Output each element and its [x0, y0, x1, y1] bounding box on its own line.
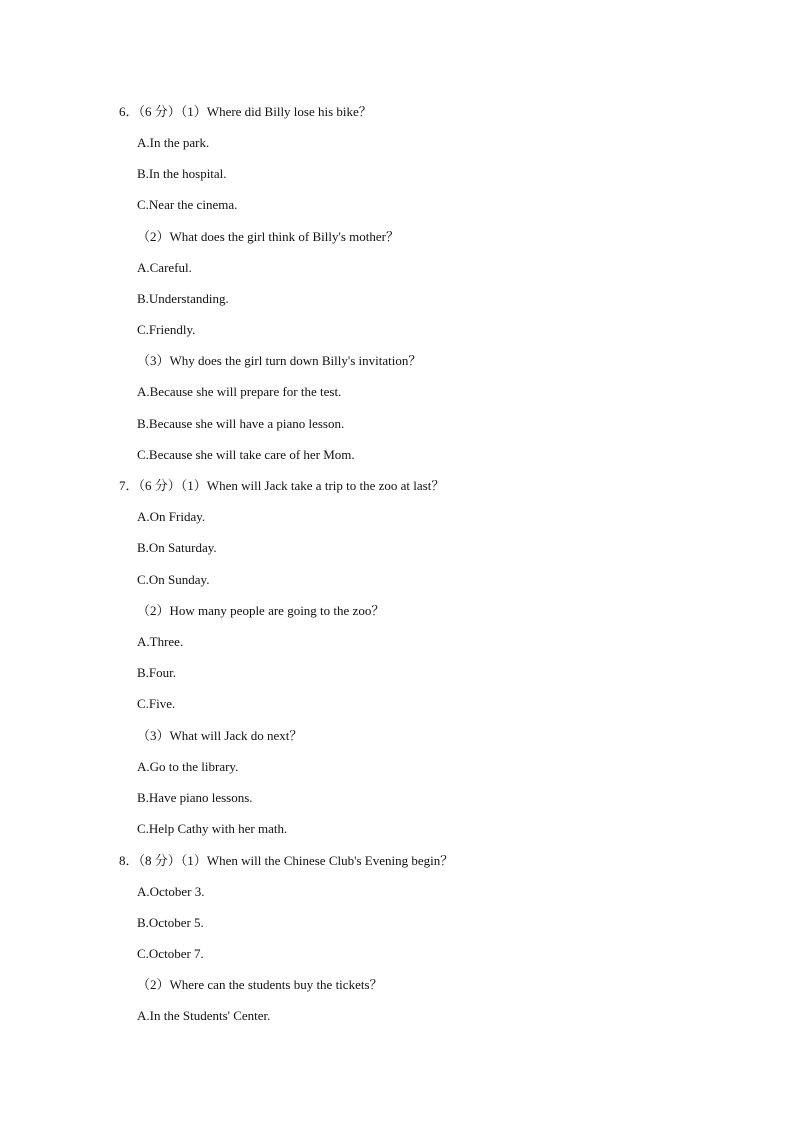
question-text: When will Jack take a trip to the zoo at last？: [206, 478, 445, 493]
part-label: （2）: [137, 977, 170, 992]
question-score: （6 分）: [138, 478, 181, 493]
sub-question: [137, 727, 302, 745]
question-score: （8 分）: [138, 853, 181, 868]
answer-option: A.On Friday.: [137, 509, 206, 524]
answer-option: C.Five.: [137, 696, 176, 711]
answer-option: B.On Saturday.: [137, 540, 217, 555]
answer-option: B.In the hospital.: [137, 166, 227, 181]
question-8-header: [119, 852, 453, 870]
question-number: 8．: [119, 853, 139, 868]
answer-option: A.In the park.: [137, 135, 210, 150]
sub-question: [137, 352, 421, 370]
answer-option: B.Have piano lessons.: [137, 790, 253, 805]
sub-question: [137, 602, 384, 620]
answer-option: C.Help Cathy with her math.: [137, 821, 288, 836]
answer-option: A.Three.: [137, 634, 184, 649]
question-text: Where did Billy lose his bike？: [206, 104, 372, 119]
question-number: 7．: [119, 478, 139, 493]
question-text: When will the Chinese Club's Evening begin？: [206, 853, 454, 868]
question-score: （6 分）: [138, 104, 181, 119]
part-label: （3）: [137, 353, 170, 368]
sub-question: [137, 228, 399, 246]
question-text: What will Jack do next？: [169, 728, 303, 743]
answer-option: A.In the Students' Center.: [137, 1008, 271, 1023]
answer-option: B.Because she will have a piano lesson.: [137, 416, 345, 431]
answer-option: A.October 3.: [137, 884, 205, 899]
question-6-header: [119, 103, 372, 121]
part-label: （1）: [180, 104, 207, 119]
question-text: Why does the girl turn down Billy's invitation？: [169, 353, 422, 368]
question-text: Where can the students buy the tickets？: [169, 977, 383, 992]
question-text: How many people are going to the zoo？: [169, 603, 385, 618]
answer-option: C.On Sunday.: [137, 572, 210, 587]
answer-option: C.October 7.: [137, 946, 204, 961]
answer-option: A.Go to the library.: [137, 759, 239, 774]
part-label: （1）: [180, 853, 207, 868]
part-label: （1）: [180, 478, 207, 493]
answer-option: C.Friendly.: [137, 322, 196, 337]
answer-option: B.October 5.: [137, 915, 204, 930]
answer-option: C.Near the cinema.: [137, 197, 238, 212]
answer-option: A.Because she will prepare for the test.: [137, 384, 342, 399]
part-label: （2）: [137, 229, 170, 244]
part-label: （2）: [137, 603, 170, 618]
answer-option: A.Careful.: [137, 260, 192, 275]
answer-option: B.Understanding.: [137, 291, 229, 306]
sub-question: [137, 976, 383, 994]
part-label: （3）: [137, 728, 170, 743]
answer-option: C.Because she will take care of her Mom.: [137, 447, 355, 462]
answer-option: B.Four.: [137, 665, 177, 680]
question-number: 6．: [119, 104, 139, 119]
question-text: What does the girl think of Billy's mother？: [169, 229, 399, 244]
question-7-header: [119, 477, 444, 495]
